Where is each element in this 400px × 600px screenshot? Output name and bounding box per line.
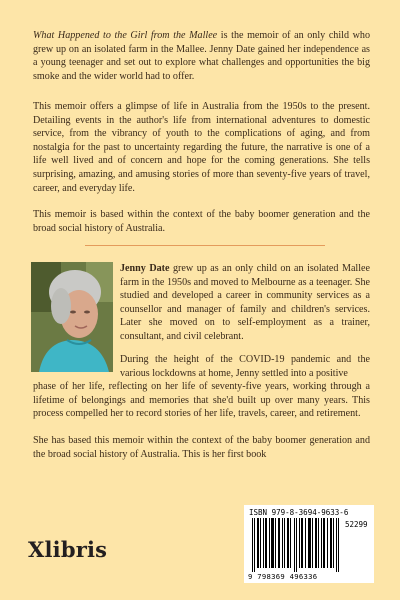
author-bio-text: grew up as an only child on an isolated Mallee farm in the 1950s and moved to Melbourne as a teenager. She studied and developed a career in community services as a counsellor and manager of family and children's services. Later she moved on to self-employment as a trainer, consultant, and civil celebrant. (120, 263, 370, 342)
section-divider (85, 245, 325, 246)
price-code: 52299 (345, 520, 368, 529)
author-name: Jenny Date (120, 263, 170, 274)
author-portrait-image (31, 262, 113, 372)
pandemic-paragraph-start: During the height of the COVID-19 pandemic and the various lockdowns at home, Jenny settled into a positive (120, 354, 370, 379)
author-photo (31, 262, 113, 372)
ean-digits: 9 798369 496336 (248, 572, 318, 581)
author-bio (120, 262, 370, 344)
book-title-italic: What Happened to the Girl from the Mallee (33, 30, 218, 41)
barcode-bars (252, 518, 340, 572)
summary-paragraph: This memoir offers a glimpse of life in Australia from the 1950s to the present. Detailing events in the author's life from international adventures to domestic service, from the vibrancy of youth to the complications of aging, and from nostalgia for the past to uncertainty regarding the future, the narrative is one of a life well lived and of concern and hope for the coming generations. She tells surprising, amazing, and amusing stories of more than seventy-five years of travel, career, and everyday life. (33, 101, 370, 194)
pandemic-paragraph-rest: phase of her life, reflecting on her life of seventy-five years, working through a lifetime of belongings and memories that she'd built up over many years. This process compelled her to record stories of her life, travels, career, and retirement. (33, 381, 370, 420)
isbn-label: ISBN 979-8-3694-9633-6 (249, 508, 349, 517)
isbn-barcode (244, 505, 374, 583)
closing-paragraph: She has based this memoir within the context of the baby boomer generation and the broad social history of Australia. This is her first book (33, 435, 370, 460)
publisher-logo: Xlibris (28, 537, 108, 562)
intro-paragraph (33, 29, 370, 83)
intro-text: is the memoir of an only child who grew up on an isolated farm in the Mallee. Jenny Date gained her independence as a young teenager and set out to explore what challenges and opportunities the big smoke and the wider world had to offer. (33, 30, 371, 82)
context-paragraph: This memoir is based within the context of the baby boomer generation and the broad social history of Australia. (33, 209, 370, 234)
